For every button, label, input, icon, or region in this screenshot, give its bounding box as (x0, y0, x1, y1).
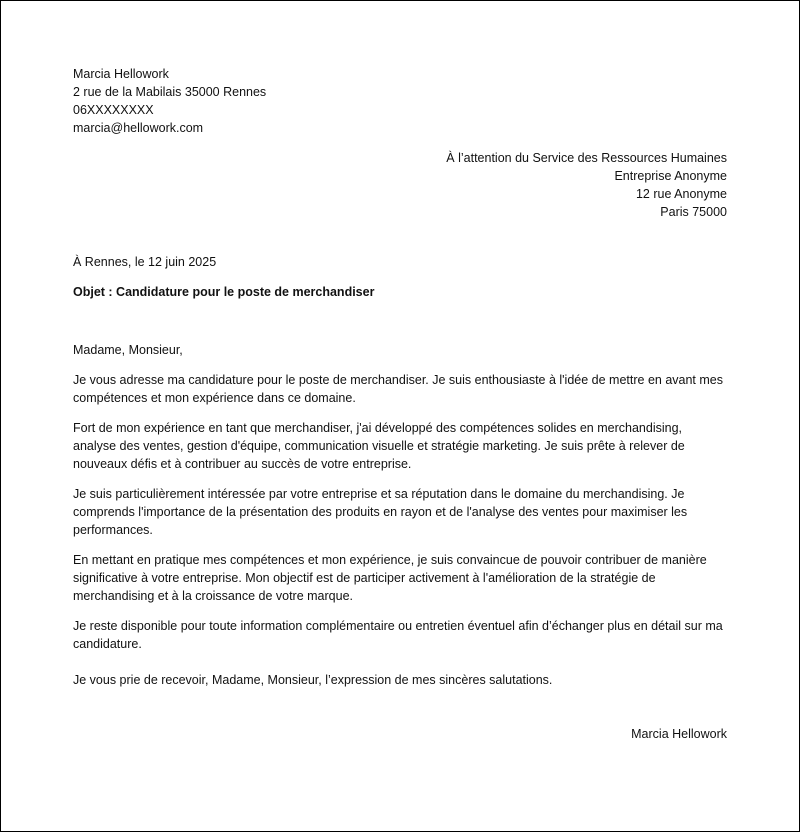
body-paragraph: Je reste disponible pour toute information complémentaire ou entretien éventuel afin d’échanger plus en détail sur ma candidature. (73, 619, 723, 651)
sender-email: marcia@hellowork.com (73, 121, 204, 135)
body-paragraph: Fort de mon expérience en tant que merchandiser, j'ai développé des compétences solides en merchandising, analyse des ventes, gestion d'équipe, communication visuelle et stratégie marketing. Je suis prête à relever de nouveaux défis et à contribuer au succès de votre entreprise. (73, 421, 685, 471)
sender-address: 2 rue de la Mabilais 35000 Rennes (73, 85, 267, 99)
body-paragraph: Je suis particulièrement intéressée par votre entreprise et sa réputation dans le domaine du merchandising. Je comprends l'importance de la présentation des produits en rayon et de l'analyse des ventes pour maximiser les performances. (73, 487, 688, 537)
recipient-attention: À l’attention du Service des Ressources Humaines (446, 151, 727, 165)
recipient-company: Entreprise Anonyme (614, 169, 727, 183)
date-line: À Rennes, le 12 juin 2025 (73, 255, 217, 269)
recipient-block (73, 149, 727, 221)
body-paragraph: Je vous adresse ma candidature pour le poste de merchandiser. Je suis enthousiaste à l'idée de mettre en avant mes compétences et mon expérience dans ce domaine. (73, 373, 723, 405)
subject-line: Objet : Candidature pour le poste de merchandiser (73, 285, 375, 299)
sender-block (73, 65, 727, 137)
closing-formula: Je vous prie de recevoir, Madame, Monsieur, l’expression de mes sincères salutations. (73, 673, 553, 687)
body-paragraph: En mettant en pratique mes compétences et mon expérience, je suis convaincue de pouvoir contribuer de manière significative à votre entreprise. Mon objectif est de participer activement à l'amélioration de la stratégie de merchandising et à la croissance de votre marque. (73, 553, 707, 603)
sender-phone: 06XXXXXXXX (73, 103, 154, 117)
sender-name: Marcia Hellowork (73, 67, 169, 81)
recipient-street: 12 rue Anonyme (635, 187, 727, 201)
signature: Marcia Hellowork (631, 727, 727, 741)
recipient-city: Paris 75000 (660, 205, 727, 219)
salutation: Madame, Monsieur, (73, 343, 183, 357)
